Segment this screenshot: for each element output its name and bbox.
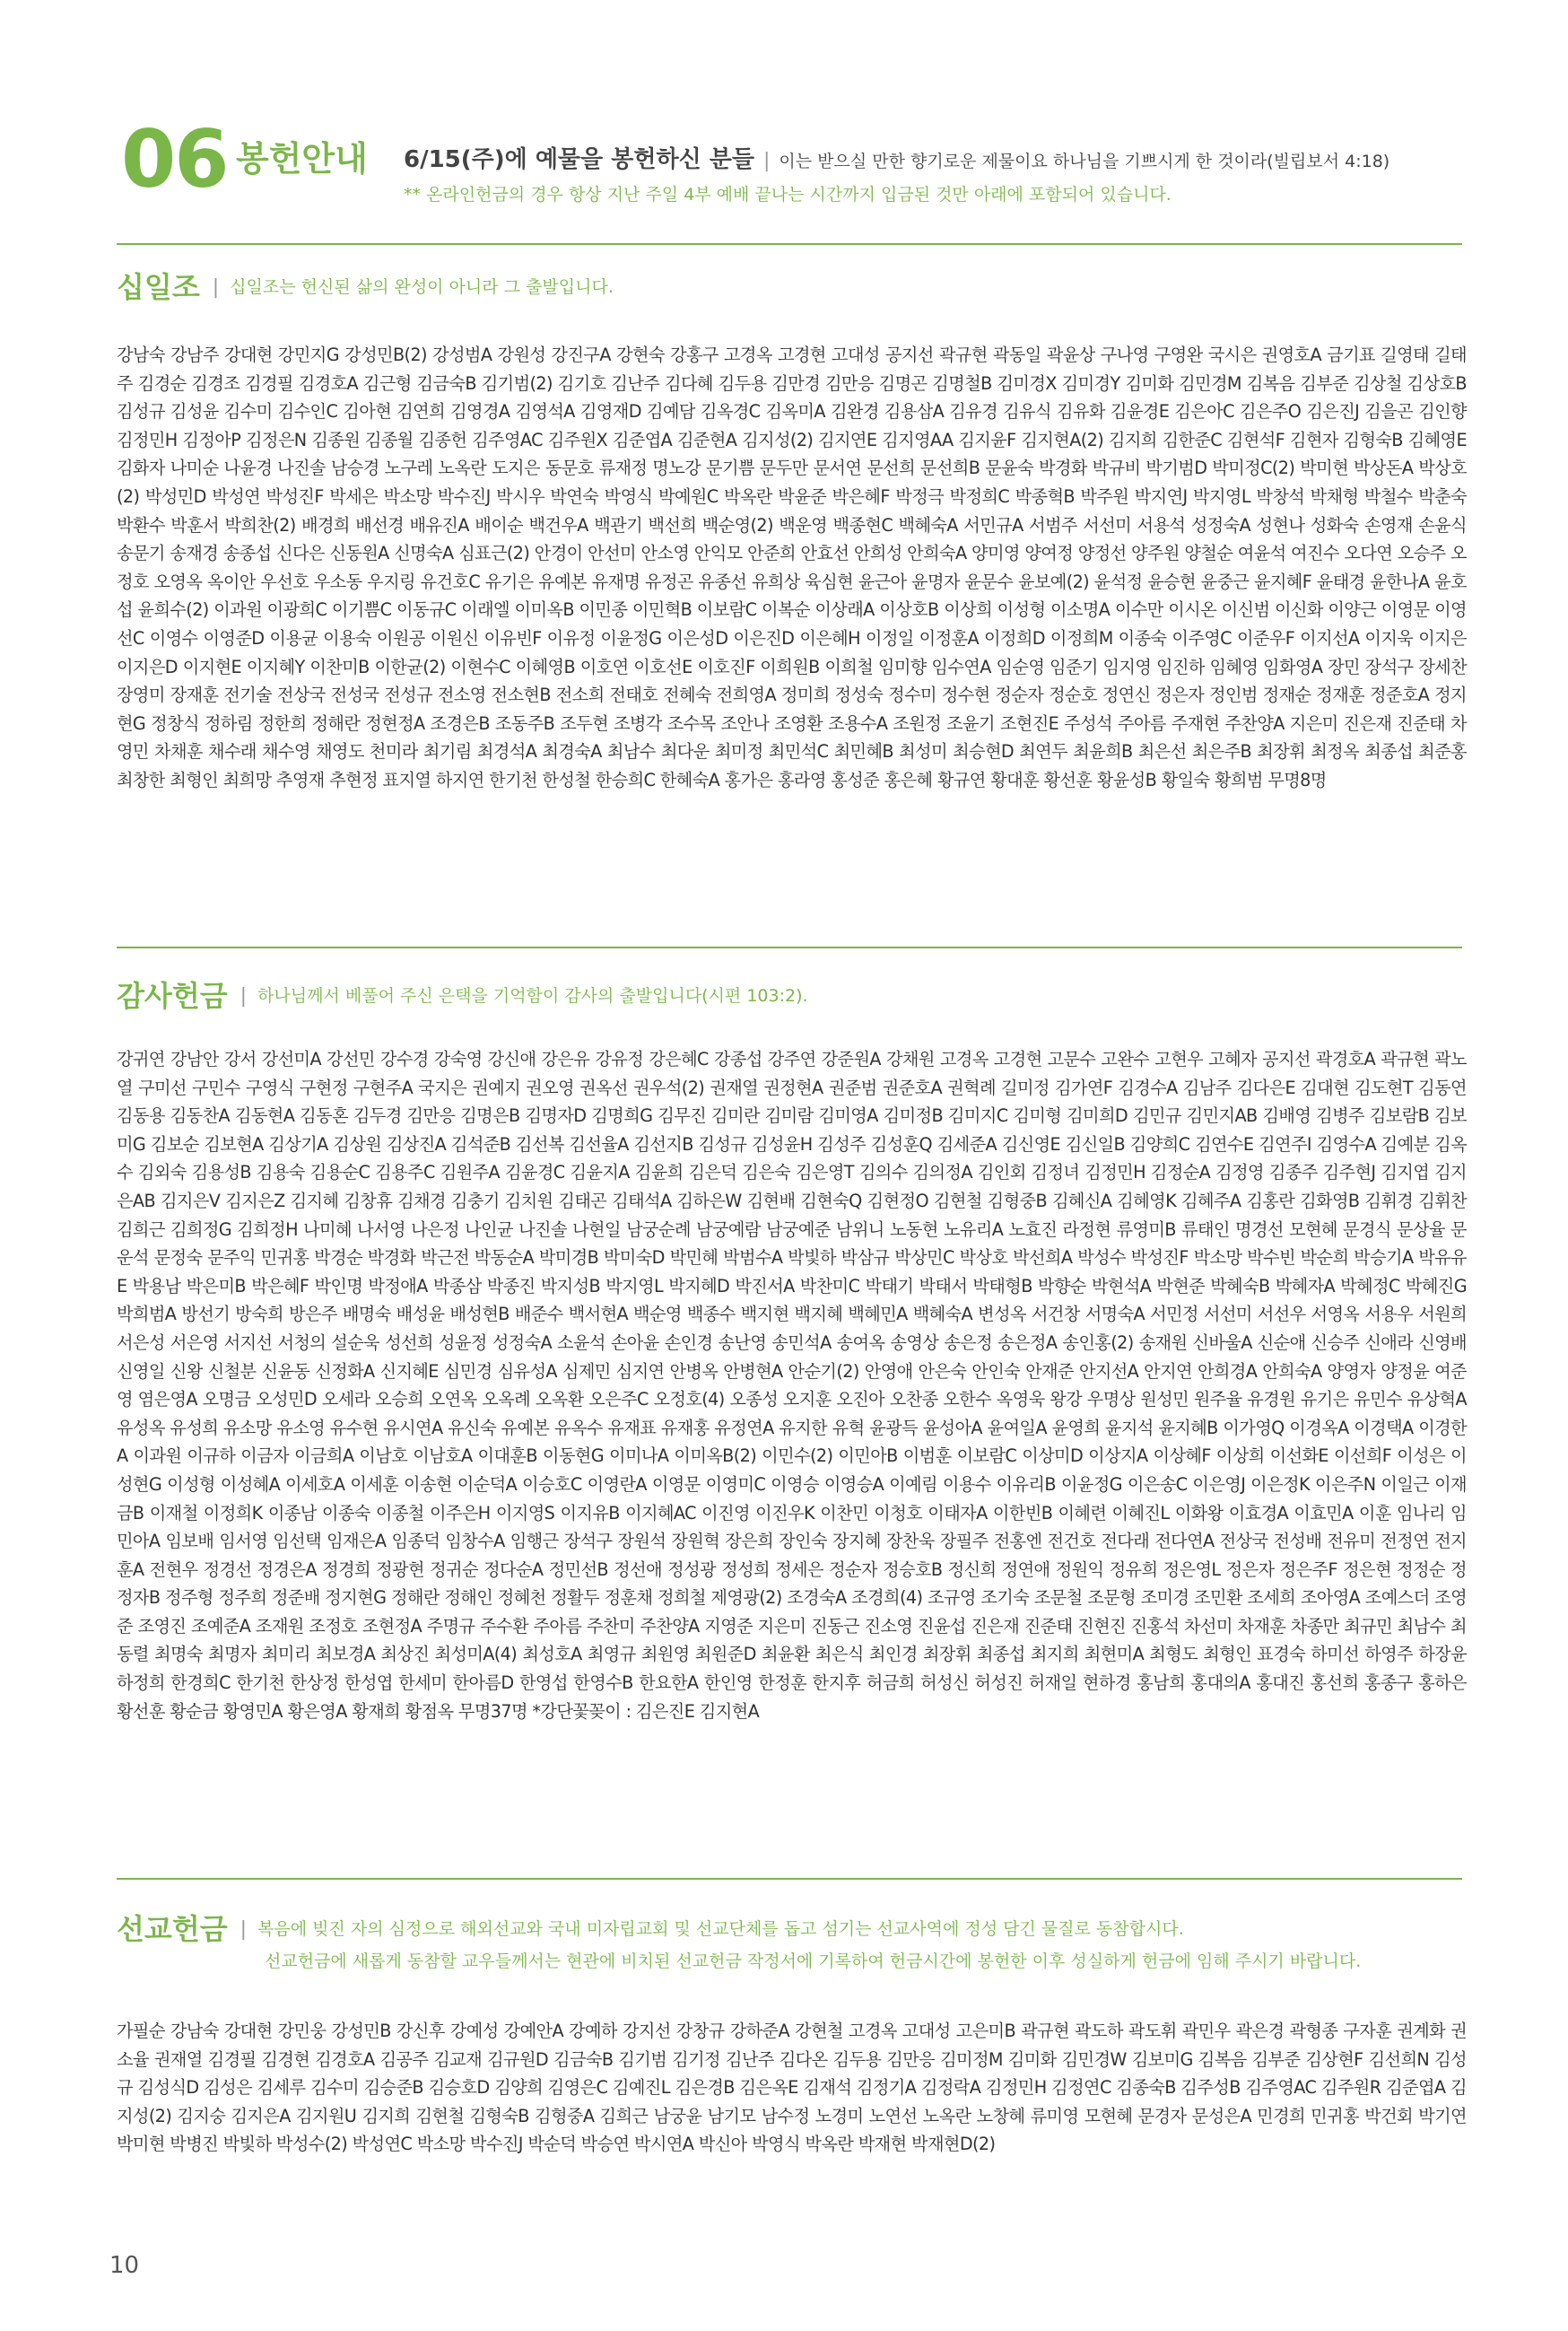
page-number: 10 [109,2252,140,2279]
header-subtitle-line [404,142,1389,179]
thanks-separator: | [240,984,248,1008]
thanks-description: 하나님께서 베풀어 주신 은택을 기억함이 감사의 출발입니다(시편 103:2). [257,986,808,1006]
divider-top [117,243,1462,245]
mission-title: 선교헌금 [117,1912,228,1946]
thanks-names-list: 강귀연 강남안 강서 강선미A 강선민 강수경 강숙영 강신애 강은유 강유정 강은혜C 강종섭 강주연 강준원A 강채원 고경옥 고경현 고문수 고완수 고현우 고혜자 공지선 곽경호A 곽규현 곽노열 구미선 구민수 구영식 구현정 구현주A 국지은 권예지 권오영 권옥선 권우석(2) 권재열 권정현A 권준범 권준호A 권혁례 길미정 김가연F 김경수A 김남주 김다은E 김대현 김도현T 김동연 김동용 김동찬A 김동현A 김동혼 김두경 김만응 김명은B 김명자D 김명희G 김무진 김미란 김미람 김미영A 김미정B 김미지C 김미형 김미희D 김민규 김민지AB 김배영 김병주 김보람B 김보미G 김보순 김보현A 김상기A 김상원 김상진A 김석준B 김선복 김선율A 김선지B 김성규 김성윤H 김성주 김성훈Q 김세준A 김신영E 김신일B 김양희C 김연수E 김연주I 김영수A 김예분 김옥수 김외숙 김용성B 김용숙 김용순C 김용주C 김원주A 김윤경C 김윤지A 김윤희 김은덕 김은숙 김은영T 김의수 김의정A 김인회 김정녀 김정민H 김정순A 김정영 김종주 김주현J 김지엽 김지은AB 김지은V 김지은Z 김지혜 김창휴 김채경 김충기 김치원 김태곤 김태석A 김하은W 김현배 김현숙Q 김현정O 김현철 김형중B 김혜신A 김혜영K 김혜주A 김홍란 김화영B 김휘경 김휘찬 김희근 김희정G 김희정H 나미혜 나서영 나은정 나인균 나진솔 나현일 남궁순례 남궁예람 남궁예준 남위니 노동현 노유리A 노효진 라정현 류영미B 류태인 명경선 모현혜 문경식 문상율 문운석 문정숙 문주익 민귀홍 박경순 박경화 박근전 박동순A 박미경B 박미숙D 박민혜 박범수A 박빛하 박삼규 박상민C 박상호 박선희A 박성수 박성진F 박소망 박수빈 박순희 박승기A 박유유E 박용남 박은미B 박은혜F 박인명 박정애A 박종삼 박종진 박지성B 박지영L 박지혜D 박진서A 박찬미C 박태기 박태서 박태형B 박향순 박현석A 박현준 박혜숙B 박혜자A 박혜정C 박혜진G 박희범A 방선기 방숙희 방은주 배명숙 배성윤 배성현B 배준수 백서현A 백순영 백종수 백지현 백지혜 백혜민A 백혜숙A 변성옥 서건창 서명숙A 서민정 서선미 서선우 서영옥 서용우 서원희 서은성 서은영 서지선 서청의 설순욱 성선희 성윤정 성정숙A 소윤석 손아윤 손인경 송난영 송민석A 송여옥 송영상 송은정 송은정A 송인홍(2) 송재원 신바울A 신순애 신승주 신애라 신영배 신영일 신왕 신철분 신윤동 신정화A 신지혜E 심민경 심유성A 심제민 심지연 안병옥 안병현A 안순기(2) 안영애 안은숙 안인숙 안재준 안지선A 안지연 안희경A 안희숙A 양영자 양정윤 여준영 염은영A 오명금 오성민D 오세라 오승희 오연옥 오옥례 오옥환 오은주C 오정호(4) 오종성 오지훈 오진아 오찬종 오한수 옥영욱 왕강 우명상 원성민 원주율 유경원 유기은 유민수 유상혁A 유성옥 유성희 유소망 유소영 유수현 유시연A 유신숙 유예본 유옥수 유재표 유재홍 유정연A 유지한 유혁 윤광득 윤성아A 윤여일A 윤영희 윤지석 윤지혜B 이가영Q 이경옥A 이경택A 이경한A 이과원 이규하 이금자 이금희A 이남호 이남호A 이대훈B 이동현G 이미나A 이미옥B(2) 이민수(2) 이민아B 이범훈 이보람C 이상미D 이상지A 이상혜F 이상희 이선화E 이선희F 이성은 이성현G 이성형 이성혜A 이세호A 이세훈 이송현 이순덕A 이승호C 이영란A 이영문 이영미C 이영승 이영승A 이예림 이용수 이유리B 이윤정G 이은송C 이은영J 이은정K 이은주N 이일근 이재금B 이재철 이정희K 이종남 이종숙 이종철 이주은H 이지영S 이지유B 이지혜AC 이진영 이진우K 이찬민 이청호 이태자A 이한빈B 이혜련 이혜진L 이화왕 이효경A 이효민A 이훈 임나리 임민아A 임보배 임서영 임선택 임재은A 임종덕 임창수A 임행근 장석구 장원석 장원혁 장은희 장인숙 장지혜 장찬욱 장필주 전홍엔 전건호 전다래 전다연A 전상국 전성배 전유미 전정연 전지훈A 전현우 정경선 정경은A 정경희 정광현 정귀순 정다순A 정민선B 정선애 정성광 정성희 정세은 정순자 정승호B 정신희 정연애 정원익 정유희 정은영L 정은자 정은주F 정은현 정정순 정정자B 정주형 정주희 정준배 정지현G 정해란 정해인 정혜천 정활두 정훈채 정희철 제영광(2) 조경숙A 조경희(4) 조규영 조기숙 조문철 조문형 조미경 조민환 조세희 조아영A 조예스더 조영준 조영진 조예준A 조재원 조정호 조현정A 주명규 주수환 주아름 주찬미 주찬양A 지영준 지은미 진동근 진소영 진윤섭 진은재 진준태 진현진 진홍석 차선미 차재훈 차종만 최규민 최남수 최동렬 최명숙 최명자 최미리 최보경A 최상진 최성미A(4) 최성호A 최영규 최원영 최원준D 최윤환 최은식 최인경 최장휘 최종섭 최지희 최현미A 최형도 최형인 표경숙 하미선 하영주 하장윤 하정희 한경희C 한기천 한상정 한성엽 한세미 한아름D 한영섭 한영수B 한요한A 한인영 한정훈 한지후 허금희 허성신 허성진 허재일 현하경 홍남희 홍대의A 홍대진 홍선희 홍종구 홍하은 황선훈 황순금 황영민A 황은영A 황재희 황점옥 무명37명 *강단꽃꽂이 : 김은진E 김지현A [117,1049,1467,1722]
tithe-names-list: 강남숙 강남주 강대현 강민지G 강성민B(2) 강성범A 강원성 강진구A 강현숙 강홍구 고경옥 고경현 고대성 공지선 곽규현 곽동일 곽윤상 구나영 구영완 국시은 권영호A 금기표 길영태 길태주 김경순 김경조 김경필 김경호A 김근형 김금숙B 김기범(2) 김기호 김난주 김다혜 김두용 김만경 김만응 김명곤 김명철B 김미경X 김미경Y 김미화 김민경M 김복음 김부준 김상철 김상호B 김성규 김성윤 김수미 김수인C 김아현 김연희 김영경A 김영석A 김영재D 김예담 김옥경C 김옥미A 김완경 김용삼A 김유경 김유식 김유화 김윤경E 김은아C 김은주O 김은진J 김을곤 김인향 김정민H 김정아P 김정은N 김종원 김종월 김종헌 김주영AC 김주원X 김준엽A 김준현A 김지성(2) 김지연E 김지영AA 김지윤F 김지현A(2) 김지희 김한준C 김현석F 김현자 김형숙B 김혜영E 김화자 나미순 나윤경 나진솔 남승경 노구레 노옥란 도지은 동문호 류재정 명노강 문기쁨 문두만 문서연 문선희 문선희B 문윤숙 박경화 박규비 박기범D 박미정C(2) 박미현 박상돈A 박상호(2) 박성민D 박성연 박성진F 박세은 박소망 박수진J 박시우 박연숙 박영식 박예원C 박옥란 박윤준 박은혜F 박정극 박정희C 박종혁B 박주원 박지연J 박지영L 박창석 박채형 박철수 박춘숙 박환수 박훈서 박희찬(2) 배경희 배선경 배유진A 배이순 백건우A 백관기 백선희 백순영(2) 백운영 백종현C 백혜숙A 서민규A 서범주 서선미 서용석 성정숙A 성현나 성화숙 손영재 손윤식 송문기 송재경 송종섭 신다은 신동원A 신명숙A 심표근(2) 안경이 안선미 안소영 안익모 안준희 안효선 안희성 안희숙A 양미영 양여정 양정선 양주원 양철순 여윤석 여진수 오다연 오승주 오정호 오영옥 옥이안 우선호 우소동 우지링 유건호C 유기은 유예본 유재명 유정곤 유종선 유희상 육심현 윤근아 윤명자 윤문수 윤보예(2) 윤석정 윤승현 윤중근 윤지혜F 윤태경 윤한나A 윤호섭 윤희수(2) 이과원 이광희C 이기쁨C 이동규C 이래엘 이미옥B 이민종 이민혁B 이보람C 이복순 이상래A 이상호B 이상희 이성형 이소명A 이수만 이시온 이신범 이신화 이양근 이영문 이영선C 이영수 이영준D 이용균 이용숙 이원공 이원신 이유빈F 이유정 이윤정G 이은성D 이은진D 이은혜H 이정일 이정훈A 이정희D 이정희M 이종숙 이주영C 이준우F 이지선A 이지욱 이지은 이지은D 이지현E 이지혜Y 이찬미B 이한균(2) 이현수C 이혜영B 이호연 이호선E 이호진F 이희원B 이희철 임미향 임수연A 임순영 임준기 임지영 임진하 임혜영 임화영A 장민 장석구 장세찬 장영미 장재훈 전기술 전상국 전성국 전성규 전소영 전소현B 전소희 전태호 전혜숙 전희영A 정미희 정성숙 정수미 정수현 정순자 정순호 정연신 정은자 정인범 정재순 정재훈 정준호A 정지현G 정창식 정하림 정한희 정해란 정현정A 조경은B 조동주B 조두현 조병각 조수목 조안나 조영환 조용수A 조원정 조윤기 조현진E 주성석 주아름 주재현 주찬양A 지은미 진은재 진준태 차영민 차채훈 채수래 채수영 채영도 천미라 최기림 최경석A 최경숙A 최남수 최다운 최미정 최민석C 최민혜B 최성미 최승현D 최연두 최윤희B 최은선 최은주B 최장휘 최정옥 최종섭 최준홍 최창한 최형인 최희망 추영재 추현정 표지열 하지연 한기천 한성철 한승희C 한혜숙A 홍가은 홍라영 홍성준 홍은혜 황규연 황대훈 황선훈 황윤성B 황일숙 황희범 무명8명 [117,345,1467,790]
section-title: 봉헌안내 [236,139,368,179]
divider-thanks [117,1878,1462,1880]
mission-heading [117,1911,1480,1976]
mission-description-2: 선교헌금에 새롭게 동참할 교우들께서는 현관에 비치된 선교헌금 작정서에 기록하여 헌금시간에 봉헌한 이후 성실하게 헌금에 임해 주시기 바랍니다. [265,1951,1362,1971]
offering-header [121,115,1458,231]
thanks-heading [117,978,1480,1014]
tithe-heading [117,269,1480,305]
divider-tithe [117,947,1462,948]
tithe-title: 십일조 [117,270,200,304]
section-number: 06 [121,113,228,205]
tithe-description: 십일조는 헌신된 삶의 완성이 아니라 그 출발입니다. [230,277,614,297]
mission-separator: | [240,1917,248,1941]
header-verse: 이는 받으실 만한 향기로운 제물이요 하나님을 기쁘시게 한 것이라(빌립보서 4:18) [779,152,1390,171]
thanks-title: 감사헌금 [117,979,228,1013]
mission-names-list: 가필순 강남숙 강대현 강민웅 강성민B 강신후 강예성 강예안A 강예하 강지선 강창규 강하준A 강현철 고경옥 고대성 고은미B 곽규현 곽도하 곽도휘 곽민우 곽은경 곽형종 구자훈 권계화 권소율 권재열 김경필 김경현 김경호A 김공주 김교재 김규원D 김금숙B 김기범 김기정 김난주 김다온 김두용 김만응 김미정M 김미화 김민경W 김보미G 김복음 김부준 김상현F 김선희N 김성규 김성식D 김성은 김세루 김수미 김승준B 김승호D 김양희 김영은C 김예진L 김은경B 김은옥E 김재석 김정기A 김정락A 김정민H 김정연C 김종숙B 김주성B 김주영AC 김주원R 김준엽A 김지성(2) 김지숭 김지은A 김지원U 김지희 김현철 김형숙B 김형중A 김희근 남궁윤 남기모 남수정 노경미 노연선 노옥란 노창혜 류미영 모현혜 문경자 문성은A 민경희 민귀홍 박건회 박기연 박미현 박병진 박빛하 박성수(2) 박성연C 박소망 박수진J 박순덕 박승연 박시연A 박신아 박영식 박옥란 박재현 박재현D(2) [117,2021,1467,2155]
header-separator: | [762,150,771,172]
online-offering-note: ** 온라인헌금의 경우 항상 지난 주일 4부 예배 끝나는 시간까지 입금된 것만 아래에 포함되어 있습니다. [404,185,1172,205]
mission-description-1: 복음에 빚진 자의 심정으로 해외선교와 국내 미자립교회 및 선교단체를 돕고 섬기는 선교사역에 정성 담긴 물질로 동참합시다. [257,1919,1184,1939]
offering-date-title: 6/15(주)에 예물을 봉헌하신 분들 [404,146,754,173]
tithe-separator: | [212,275,220,299]
